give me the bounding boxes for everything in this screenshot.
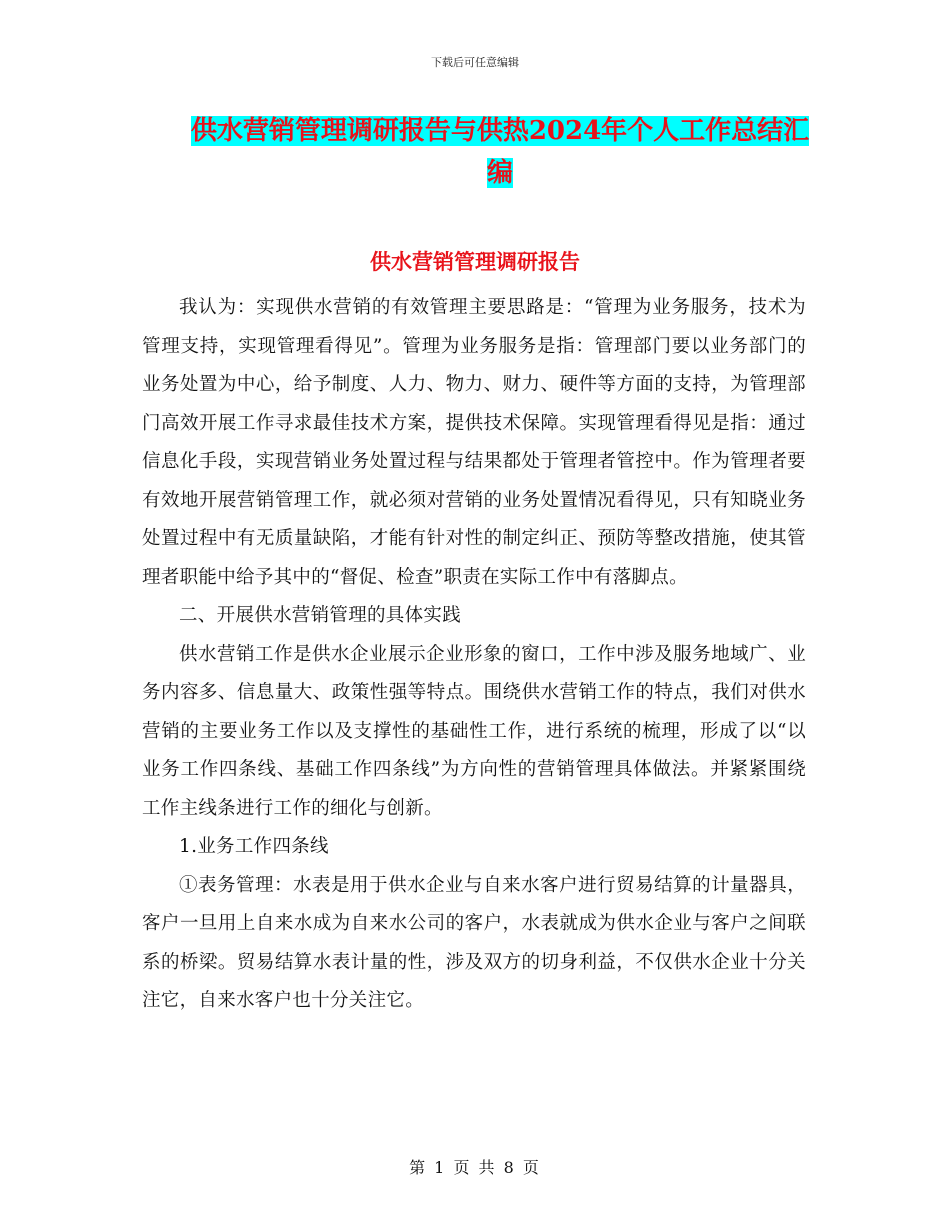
body-text bbox=[142, 289, 806, 1021]
paragraph: 二、开展供水营销管理的具体实践 bbox=[179, 605, 462, 626]
document-title-text: 供水营销管理调研报告与供热2024年个人工作总结汇编 bbox=[190, 116, 810, 188]
paragraph: 供水营销工作是供水企业展示企业形象的窗口，工作中涉及服务地域广、业务内容多、信息量大、政策性强等特点。围绕供水营销工作的特点，我们对供水营销的主要业务工作以及支撑性的基础性工作，进行系统的梳理，形成了以“以业务工作四条线、基础工作四条线”为方向性的营销管理具体做法。并紧紧围绕工作主线条进行工作的细化与创新。 bbox=[142, 643, 806, 819]
paragraph: ①表务管理：水表是用于供水企业与自来水客户进行贸易结算的计量器具，客户一旦用上自来水成为自来水公司的客户，水表就成为供水企业与客户之间联系的桥梁。贸易结算水表计量的性，涉及双方的切身利益，不仅供水企业十分关注它，自来水客户也十分关注它。 bbox=[142, 874, 806, 1011]
paragraph: 我认为：实现供水营销的有效管理主要思路是：“管理为业务服务，技术为管理支持，实现管理看得见”。管理为业务服务是指：管理部门要以业务部门的业务处置为中心，给予制度、人力、物力、财力、硬件等方面的支持，为管理部门高效开展工作寻求最佳技术方案，提供技术保障。实现管理看得见是指：通过信息化手段，实现营销业务处置过程与结果都处于管理者管控中。作为管理者要有效地开展营销管理工作，就必须对营销的业务处置情况看得见，只有知晓业务处置过程中有无质量缺陷，才能有针对性的制定纠正、预防等整改措施，使其管理者职能中给予其中的“督促、检查”职责在实际工作中有落脚点。 bbox=[142, 297, 806, 588]
paragraph: 1.业务工作四条线 bbox=[179, 836, 329, 857]
header-note: 下载后可任意编辑 bbox=[431, 56, 519, 69]
section-title: 供水营销管理调研报告 bbox=[370, 249, 580, 274]
document-title bbox=[190, 110, 810, 194]
page-footer: 第 1 页 共 8 页 bbox=[409, 1158, 541, 1177]
